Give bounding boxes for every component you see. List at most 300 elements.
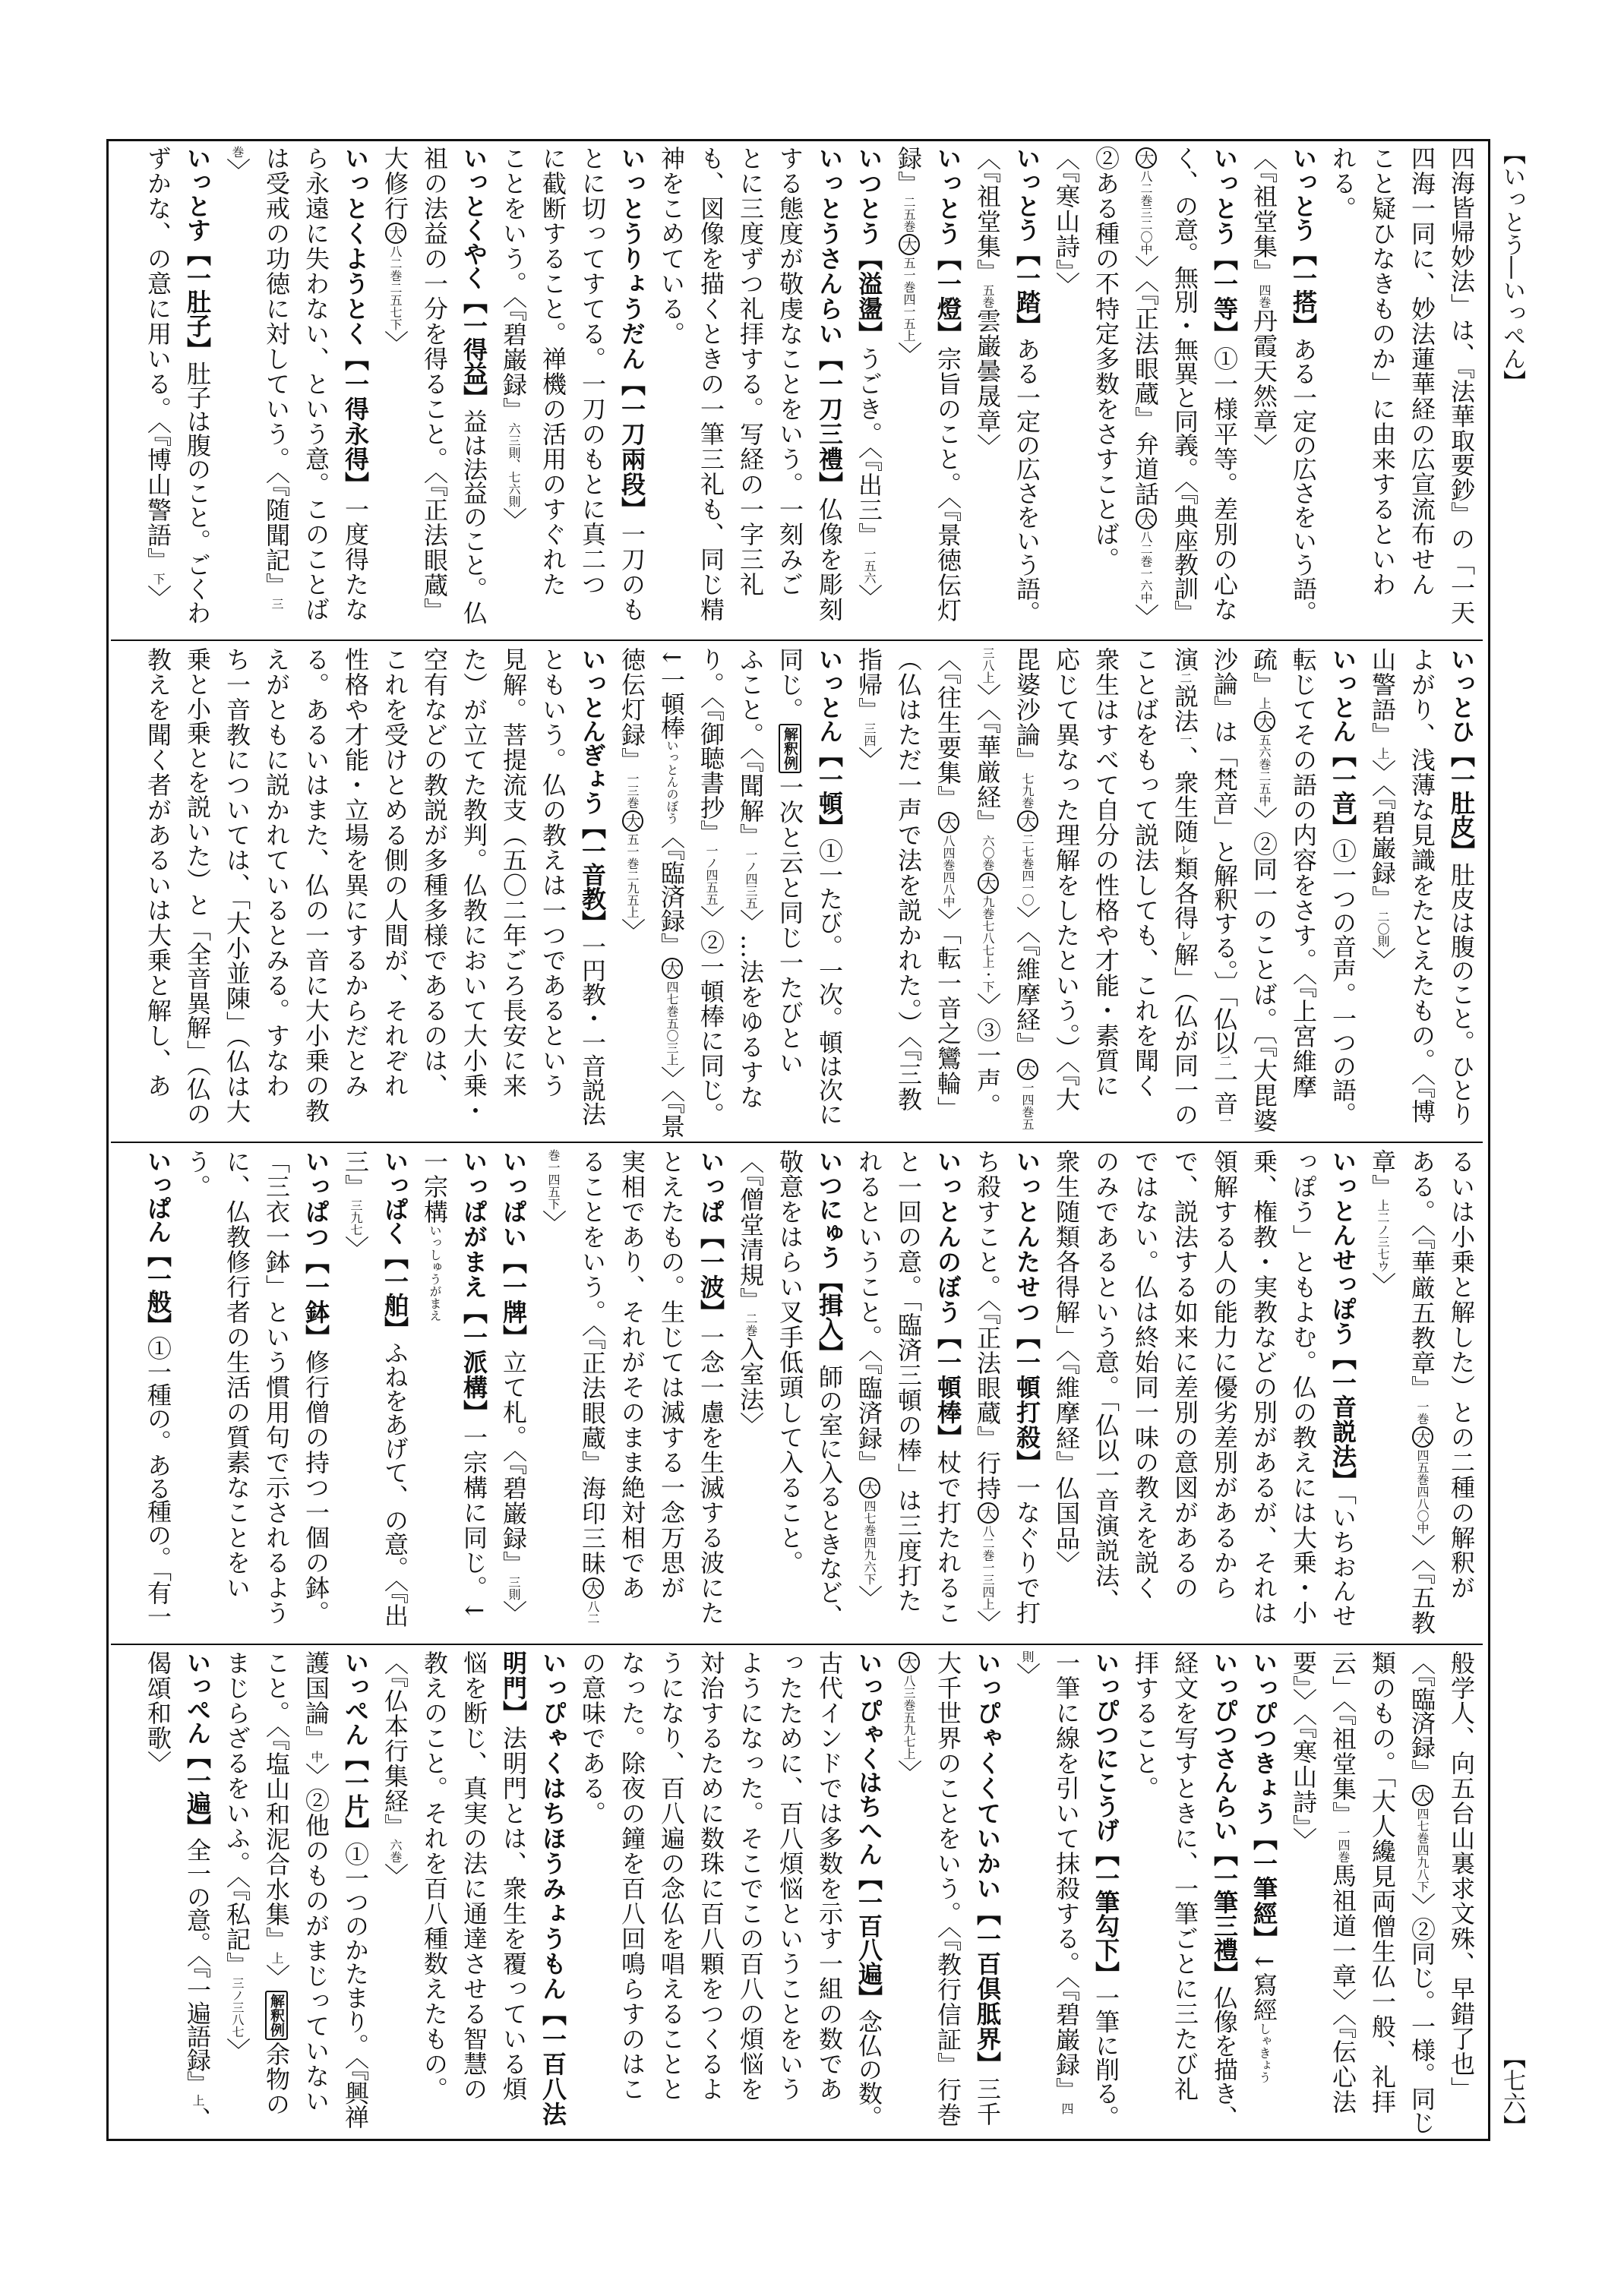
text-column — [296, 647, 336, 1137]
text-run: 「三衣一鉢」という慣用句で示されるよう — [262, 1149, 291, 1625]
text-run: 〉 — [1013, 1663, 1041, 1688]
text-run: ①一つの音声。一つの語。 — [1329, 838, 1357, 1126]
text-column — [691, 1149, 731, 1639]
text-column — [691, 647, 731, 1137]
text-column — [612, 146, 652, 636]
text-run: 一円教・一音説法 — [578, 934, 607, 1126]
text-column — [336, 1650, 375, 2140]
citation-note: 上 — [1257, 697, 1272, 709]
text-column — [691, 1650, 731, 2140]
entry-headword: いっとんたせつ【一頓打殺】 — [1013, 1149, 1041, 1475]
text-run: 徳伝灯録』 — [618, 647, 646, 772]
citation-note: 八二巻三二〇中 — [1139, 170, 1153, 255]
text-run: （仏はただ一声で法を説かれた。）〈『三教 — [894, 647, 923, 1112]
text-run: れるということ。〈『臨済録』 — [855, 1149, 883, 1476]
text-run: ったために、百八煩悩ということをいう — [776, 1650, 804, 2102]
text-column — [810, 1650, 849, 2140]
text-column — [257, 1149, 296, 1639]
citation-note: 三四 — [862, 722, 877, 747]
text-run: とに切ってすてる。一刀のもとに真二つ — [578, 146, 607, 597]
text-column — [849, 146, 889, 636]
text-column — [1284, 1650, 1323, 2140]
text-column — [810, 647, 849, 1137]
text-column — [1363, 146, 1402, 636]
citation-note: しゃきょう — [1257, 2022, 1272, 2083]
citation-note: 一三巻 — [625, 772, 640, 809]
text-column — [296, 1650, 336, 2140]
text-column — [1126, 1650, 1165, 2140]
entry-headword: いっとひ【一肚皮】 — [1447, 647, 1476, 863]
text-column — [810, 1149, 849, 1639]
text-column — [1205, 1650, 1244, 2140]
taisho-circle-mark: 大 — [583, 1577, 604, 1599]
text-run: は受戒の功徳に対していう。〈『随聞記』 — [262, 146, 291, 598]
citation-note: 一巻 — [1415, 1401, 1430, 1425]
text-column — [138, 1149, 178, 1639]
citation-note: 五一巻二九五上 — [625, 833, 640, 918]
text-column — [1363, 647, 1402, 1137]
citation-note: 七九巻 — [1020, 772, 1035, 809]
text-column — [928, 1650, 968, 2140]
text-run: 〉〈『碧巌録』 — [1368, 760, 1397, 911]
text-run: 〈『祖堂集』 — [1250, 146, 1278, 284]
citation-note: 五巻 — [981, 284, 995, 308]
text-column — [533, 1149, 573, 1639]
text-run: ことばをもって説法しても、これを聞く — [1131, 647, 1160, 1098]
text-run: ち一音教については、「大小並陳」（仏は大 — [223, 647, 251, 1124]
entry-headword: いっとう【一搭】 — [1289, 146, 1318, 337]
entry-headword: いっとう【一燈】 — [934, 146, 962, 346]
taisho-circle-mark: 大 — [899, 234, 920, 255]
entry-headword: いっとんぎょう【一音教】 — [578, 647, 607, 934]
text-run: 大千世界のことをいう。〈『教行信証』行巻 — [934, 1650, 962, 2127]
page-number: 【七六】 — [1499, 2046, 1525, 2137]
entry-headword: いっぱく【一舶】 — [381, 1149, 409, 1341]
text-column — [652, 146, 691, 636]
text-column — [178, 1650, 217, 2140]
citation-note: レ — [1178, 843, 1193, 856]
citation-note: いっとんのぼう — [665, 739, 679, 825]
entry-headword: いっとうさんらい【一刀三禮】 — [815, 146, 844, 497]
entry-headword: いっぱん【一般】 — [144, 1149, 172, 1336]
entry-headword: いっぱ【一波】 — [697, 1149, 725, 1325]
text-run: 教えのこと。それを百八種数えたもの。 — [420, 1650, 449, 2102]
entry-headword: いっぴゃくはちほうみょうもん【一百八法 — [539, 1650, 567, 2127]
text-column — [1442, 1650, 1481, 2140]
text-column — [178, 146, 217, 636]
kaishakurei-label: 解釈例 — [265, 1991, 288, 2040]
citation-note: いっしゅうがまえ — [428, 1224, 442, 1322]
tier-2 — [122, 647, 1481, 1137]
text-column — [415, 1650, 454, 2140]
text-column — [849, 647, 889, 1137]
entry-headword: いつとう【溢盪】 — [855, 146, 883, 346]
text-run: 一念一慮を生滅する波にた — [697, 1325, 725, 1625]
text-run: 乗、権教・実教などの別があるが、それは — [1250, 1149, 1278, 1625]
text-column — [968, 1650, 1007, 2140]
text-run: ら永遠に失わない、という意。このことば — [302, 146, 330, 622]
text-column — [178, 1149, 217, 1639]
text-column — [810, 146, 849, 636]
text-run: 経文を写すときに、一筆ごとに三たび礼 — [1171, 1650, 1199, 2102]
text-run: 肚子は腹のこと。ごくわ — [183, 361, 212, 624]
text-run: 〉 — [381, 330, 409, 355]
text-column — [454, 1650, 494, 2140]
text-column — [533, 647, 573, 1137]
text-column — [1086, 146, 1126, 636]
text-run: のみであるという意。「仏以一音演説法、 — [1092, 1149, 1120, 1613]
text-column — [1165, 1650, 1205, 2140]
citation-note: 二〇則 — [1376, 911, 1390, 947]
citation-note: 五一巻四一五上 — [902, 257, 916, 342]
citation-note: 下 — [151, 573, 166, 585]
entry-headword: いっとうりょうだん【一刀兩段】 — [618, 146, 646, 522]
text-run: 〉 — [618, 918, 646, 943]
text-column — [454, 647, 494, 1137]
text-run: 空有などの教説が多種多様であるのは、 — [420, 647, 449, 1098]
text-column — [691, 146, 731, 636]
text-run: ふこと。〈『聞解』 — [736, 647, 765, 848]
text-column — [257, 647, 296, 1137]
citation-note: 八三巻五九七上 — [902, 1675, 916, 1760]
text-column — [1205, 146, 1244, 636]
taisho-circle-mark: 大 — [1136, 147, 1157, 169]
text-run: 修行僧の持つ一個の鉢。 — [302, 1350, 330, 1625]
text-column — [1047, 1149, 1086, 1639]
text-column — [1165, 146, 1205, 636]
entry-headword: いっとす【一肚子】 — [183, 146, 212, 362]
citation-note: 一 — [1178, 733, 1193, 746]
text-column — [1007, 1149, 1047, 1639]
entry-headword: いっとう【一等】 — [1210, 146, 1239, 346]
text-run: うごき。〈『出三』 — [855, 346, 883, 548]
text-run: 入室法〉 — [736, 1337, 765, 1437]
text-run: 解」（仏が同一の — [1171, 942, 1199, 1127]
citation-note: 二 — [1178, 671, 1193, 684]
entry-headword: いっぱがまえ【一派構】 — [460, 1149, 488, 1425]
text-column — [612, 1149, 652, 1639]
text-run: 〉 — [1368, 1272, 1397, 1297]
text-column — [1284, 146, 1323, 636]
citation-note: 三八上 — [981, 647, 995, 684]
text-run: ↓一頓棒 — [657, 647, 686, 740]
text-run: 〉 — [223, 158, 251, 183]
text-column — [217, 1149, 257, 1639]
text-column — [1047, 647, 1086, 1137]
text-column — [770, 1650, 810, 2140]
text-column — [1205, 647, 1244, 1137]
citation-note: 九巻七八七上・下 — [981, 895, 995, 993]
tier-divider — [111, 640, 1483, 641]
citation-note: 八四巻四八中 — [941, 835, 956, 908]
text-run: 〈『寒山詩』〉 — [1052, 146, 1081, 297]
text-run: 、 — [183, 2106, 212, 2130]
taisho-circle-mark: 大 — [1254, 711, 1275, 732]
text-run: 性格や才能・立場を異にするからだとみ — [341, 647, 370, 1098]
text-column — [1442, 1149, 1481, 1639]
text-run: た）が立てた教判。仏教において大小乗・ — [460, 647, 488, 1123]
text-column — [1402, 1149, 1442, 1639]
text-run: 〉 — [855, 584, 883, 609]
text-run: 四海一同に、妙法蓮華経の広宣流布せん — [1408, 146, 1436, 597]
tier-4 — [122, 1650, 1481, 2140]
text-run: 三』 — [341, 1149, 370, 1199]
citation-note: 一四巻 — [1336, 1827, 1351, 1863]
text-column — [968, 146, 1007, 636]
text-column — [731, 1650, 770, 2140]
text-run: えがともに説かれているとみる。すなわ — [262, 647, 291, 1098]
citation-note: 上 — [191, 2094, 205, 2107]
text-column — [1047, 1650, 1086, 2140]
citation-note: 一 — [1218, 1114, 1232, 1127]
citation-note: 上 — [1376, 747, 1390, 760]
text-run: に、仏教修行者の生活の質素なことをい — [223, 1149, 251, 1600]
citation-note: 上二ノ三七ウ — [1376, 1199, 1390, 1272]
text-column — [889, 146, 928, 636]
text-run: ↓寫經 — [1250, 1951, 1278, 2023]
text-column — [415, 146, 454, 636]
text-column — [968, 1149, 1007, 1639]
text-run: も、図像を描くときの一筆三礼も、同じ精 — [697, 146, 725, 622]
text-run: ある。〈『華厳五教章』 — [1408, 1149, 1436, 1401]
citation-note: 二七巻四一〇 — [1020, 833, 1035, 906]
entry-headword: いっとう【一踏】 — [1013, 146, 1041, 337]
text-run: 〉〈『華厳経』 — [973, 684, 1002, 835]
text-column — [454, 146, 494, 636]
citation-note: 二五巻 — [902, 196, 916, 232]
text-column — [1086, 647, 1126, 1137]
text-run: 山警語』 — [1368, 647, 1397, 747]
entry-headword: いっとんせっぽう【一音説法】 — [1329, 1149, 1357, 1493]
text-run: 〈『仏本行集経』 — [381, 1650, 409, 1839]
text-run: 〉 — [973, 1610, 1002, 1635]
citation-note: 上 — [270, 1952, 284, 1964]
text-column — [770, 1149, 810, 1639]
text-run: 、衆生随 — [1171, 745, 1199, 844]
citation-note: 六巻 — [388, 1839, 403, 1863]
text-run: 余物の — [262, 2042, 291, 2117]
text-column — [1442, 647, 1481, 1137]
text-column — [889, 1149, 928, 1639]
text-column — [770, 647, 810, 1137]
text-run: に截断すること。禅機の活用のすぐれた — [539, 146, 567, 597]
text-column — [138, 146, 178, 636]
text-column — [178, 647, 217, 1137]
text-run: 章』 — [1368, 1149, 1397, 1199]
citation-note: 四七巻五〇三上 — [665, 981, 679, 1066]
taisho-circle-mark: 大 — [385, 223, 406, 244]
text-run: ②ある種の不特定多数をさすことば。 — [1092, 146, 1120, 572]
text-run: 類のもの。「大人纔見両僧生仏一般、礼拝 — [1368, 1650, 1397, 2114]
text-column — [968, 647, 1007, 1137]
text-column — [336, 647, 375, 1137]
text-column — [1126, 1149, 1165, 1639]
text-run: 教えを聞く者があるいは大乗と解し、あ — [144, 647, 172, 1098]
tier-divider — [111, 1644, 1483, 1645]
text-column — [533, 1650, 573, 2140]
text-run: 敬意をはらい叉手低頭して入ること。 — [776, 1149, 804, 1575]
text-run: 〉②一頓棒に同じ。 — [697, 905, 725, 1127]
text-run: よがり、浅薄な見識をたとえたもの。〈『博 — [1408, 647, 1436, 1124]
text-run: 対治するために数珠に百八顆をつくるよ — [697, 1650, 725, 2102]
text-column — [849, 1149, 889, 1639]
taisho-circle-mark: 大 — [1136, 508, 1157, 529]
citation-note: 巻 — [230, 146, 245, 158]
text-run: 一次と云と同じ一たびとい — [776, 775, 804, 1075]
text-run: ち殺すこと。〈『正法眼蔵』行持 — [973, 1149, 1002, 1501]
citation-note: 八二 — [586, 1600, 600, 1625]
text-run: と一回の意。「臨済三頓の棒」は三度打た — [894, 1149, 923, 1613]
text-run: 〉 — [499, 507, 528, 532]
text-column — [1007, 146, 1047, 636]
text-run: 転じてその語の内容をさす。〈『上宮維摩 — [1289, 647, 1318, 1099]
text-run: 衆生随類各得解」〈『維摩経』仏国品〉 — [1052, 1149, 1081, 1576]
text-run: 〉 — [223, 2038, 251, 2063]
entry-headword: いっとくやく【一得益】 — [460, 146, 488, 409]
text-column — [217, 146, 257, 636]
citation-note: 四七巻四九八下 — [1415, 1808, 1430, 1893]
text-run: 杖で打たれるこ — [934, 1450, 962, 1625]
taisho-circle-mark: 大 — [1412, 1426, 1433, 1448]
text-run: とえたもの。生じては滅する一念万思が — [657, 1149, 686, 1600]
citation-note: 一四巻五 — [1020, 1082, 1035, 1130]
text-column — [1126, 647, 1165, 1137]
text-run: 益は法益のこと。仏 — [460, 409, 488, 624]
text-run: うになり、百八遍の念仏を唱えることと — [657, 1650, 686, 2102]
citation-note: 三則 — [507, 1576, 521, 1600]
text-run: 大修行 — [381, 146, 409, 221]
text-column — [1126, 146, 1165, 636]
text-column — [652, 1149, 691, 1639]
text-run: 〉②同じ。一様。同じ — [1408, 1893, 1436, 2135]
citation-note: 三九七 — [349, 1199, 363, 1236]
text-run: 護国論』 — [302, 1650, 330, 1751]
text-column — [889, 647, 928, 1137]
text-run: く、の意。無別・無異と同義。〈『典座教訓』 — [1171, 146, 1199, 624]
text-run: 一筆に削る。 — [1092, 1985, 1120, 2129]
text-run: 立て札。〈『碧巌録』 — [499, 1350, 528, 1576]
text-run: 沙論』は「梵音」と解釈する。〕「仏以 — [1210, 647, 1239, 1055]
text-run: する態度が敬虔なことをいう。一刻みご — [776, 146, 804, 597]
entry-headword: いっとんのぼう【一頓棒】 — [934, 1149, 962, 1450]
text-run: 領解する人の能力に優劣差別があるから — [1210, 1149, 1239, 1600]
text-run: 念仏の数。 — [855, 2009, 883, 2129]
text-run: 肚皮は腹のこと。ひとり — [1447, 862, 1476, 1126]
text-column — [1244, 1650, 1284, 2140]
text-run: ①一つのかたまり。〈『興禅 — [341, 1842, 370, 2129]
entry-headword: いっとん【一音】 — [1329, 647, 1357, 838]
text-column — [1086, 1149, 1126, 1639]
citation-note: 四五巻四八〇中 — [1415, 1449, 1430, 1534]
text-run: 〉②他のものがまじっていない — [302, 1763, 330, 2114]
tier-3 — [122, 1149, 1481, 1639]
text-column — [454, 1149, 494, 1639]
text-run: 指帰』 — [855, 647, 883, 722]
text-run: ①一たび。一次。頓は次に — [815, 838, 844, 1126]
text-run: る。あるいはまた、仏の一音に大小乗の教 — [302, 647, 330, 1123]
text-run: ようになった。そこでこの百八の煩悩を — [736, 1650, 765, 2102]
entry-headword: いつにゅう【揖入】 — [815, 1149, 844, 1365]
taisho-circle-mark: 大 — [662, 958, 683, 979]
text-run: 一宗構 — [420, 1149, 449, 1224]
citation-note: 八二巻一三四上 — [981, 1525, 995, 1610]
running-header: 【いっとう―いっぺん】 — [1499, 142, 1525, 393]
entry-headword: いっとくようとく【一得永得】 — [341, 146, 370, 497]
text-column — [217, 1650, 257, 2140]
text-run: ①一様平等。差別の心な — [1210, 346, 1239, 622]
citation-note: 一ノ四三五 — [744, 848, 758, 909]
text-run: 〉 — [855, 747, 883, 772]
text-run: 一刀のも — [618, 522, 646, 622]
text-column — [573, 1650, 612, 2140]
text-run: 古代インドでは多数を示す一組の数であ — [815, 1650, 844, 2102]
taisho-circle-mark: 大 — [859, 1477, 880, 1499]
text-column — [336, 1149, 375, 1639]
text-run: 〉 — [381, 1863, 409, 1888]
text-column — [1363, 1650, 1402, 2140]
text-column — [1007, 647, 1047, 1137]
entry-headword: いっぴゃくはちへん【一百八遍】 — [855, 1650, 883, 2010]
text-run: 〉 — [1368, 947, 1397, 972]
text-run: 〉 — [894, 342, 923, 367]
text-run: ①一種の。ある種の。「有一 — [144, 1335, 172, 1628]
tier-divider — [111, 1142, 1483, 1143]
text-run: 〉 — [539, 1210, 567, 1235]
citation-note: 一ノ四五五 — [704, 844, 719, 905]
entry-headword: いっぴつにこうげ【一筆勾下】 — [1092, 1650, 1120, 1985]
text-column — [1323, 647, 1363, 1137]
text-run: 〉 — [499, 1600, 528, 1625]
text-run: 法明門とは、衆生を覆っている煩 — [499, 1726, 528, 2102]
text-column — [1244, 146, 1284, 636]
text-column — [1244, 1149, 1284, 1639]
text-column — [257, 1650, 296, 2140]
text-run: 〉 — [341, 1236, 370, 1261]
text-column — [1363, 1149, 1402, 1639]
text-run: ある一定の広さをいう語。 — [1013, 337, 1041, 624]
text-run: 〈『祖堂集』 — [973, 146, 1002, 284]
text-run: 同じ。 — [776, 647, 804, 722]
entry-headword: いっぺん【一片】 — [341, 1650, 370, 1842]
text-run: 〉〈『五教 — [1408, 1534, 1436, 1635]
text-column — [375, 1149, 415, 1639]
text-run: 丹霞天然章〉 — [1250, 308, 1278, 459]
citation-note: 二巻 — [744, 1312, 758, 1337]
text-run: 宗旨のこと。〈『景徳伝灯 — [934, 346, 962, 623]
citation-note: 中 — [309, 1751, 324, 1763]
taisho-circle-mark: 大 — [978, 873, 999, 894]
text-run: 全一の意。〈『一遍語録』 — [183, 1837, 212, 2095]
text-column — [1323, 1650, 1363, 2140]
text-column — [770, 146, 810, 636]
entry-headword: いっぴゃくくていかい【一百倶胝界】 — [973, 1650, 1002, 2076]
taisho-circle-mark: 大 — [899, 1652, 920, 1673]
text-run: 〉「転一音之鸞輪」 — [934, 908, 962, 1121]
text-run: ことをいう。〈『碧巌録』 — [499, 146, 528, 422]
text-run: 四海皆帰妙法」は、『法華取要鈔』の「一天 — [1447, 146, 1476, 624]
text-column — [375, 1650, 415, 2140]
text-column — [494, 1149, 533, 1639]
text-run: 〉②同一のことば。〔『大毘婆 — [1250, 807, 1278, 1133]
text-column — [336, 146, 375, 636]
text-column — [138, 647, 178, 1137]
text-run: 悩を断じ、真実の法に通達させる智慧の — [460, 1650, 488, 2102]
entry-headword: いっぺん【一遍】 — [183, 1650, 212, 1838]
text-column — [494, 1650, 533, 2140]
text-run: 応じて異なった理解をしたという。）〈『大 — [1052, 647, 1081, 1112]
taisho-circle-mark: 大 — [938, 812, 959, 833]
text-run: 〉〈『正法眼蔵』弁道話 — [1131, 255, 1160, 507]
